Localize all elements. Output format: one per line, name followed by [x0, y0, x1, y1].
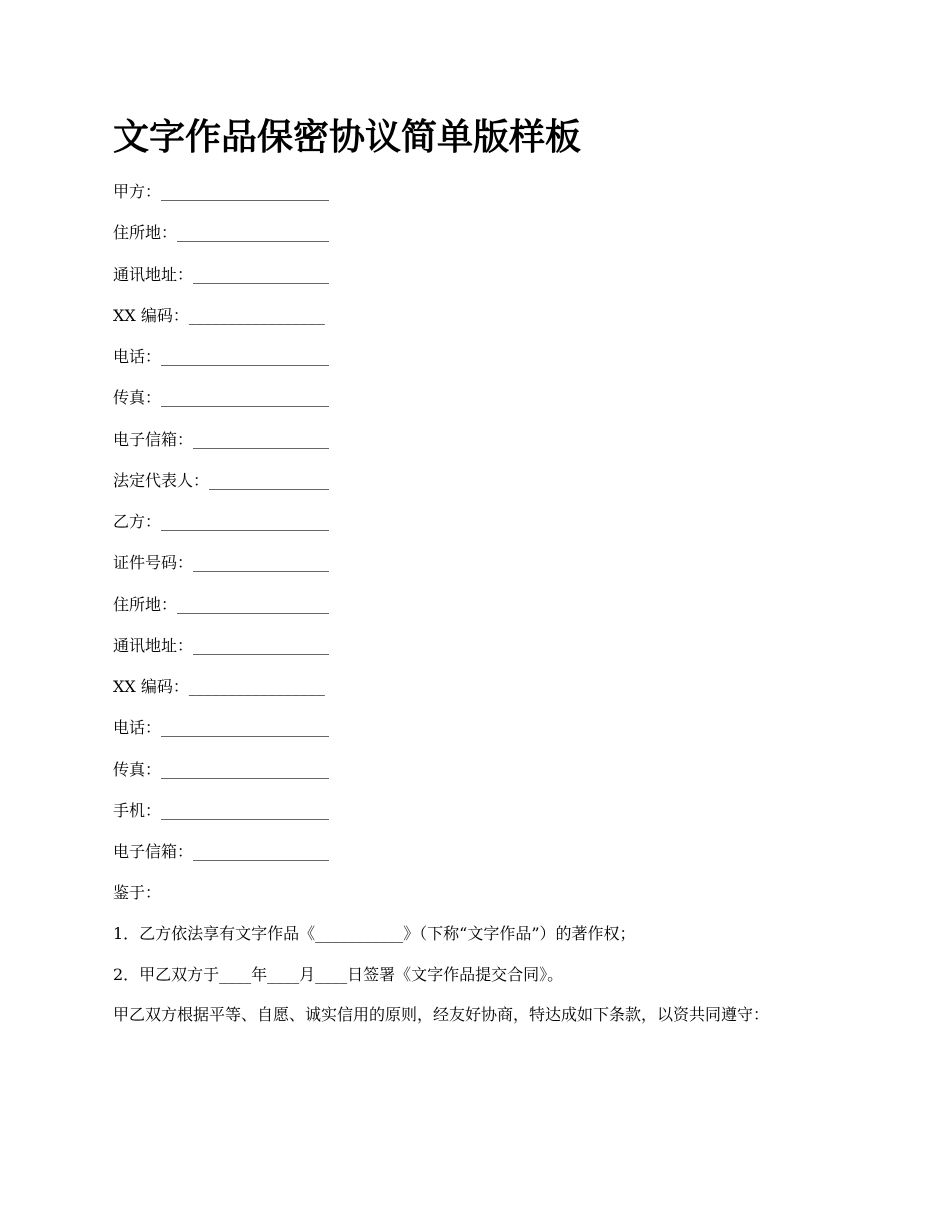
- field-id-number: [113, 549, 853, 590]
- field-label: 手机：: [113, 800, 162, 820]
- field-blank: _____________________: [161, 718, 330, 738]
- field-label: 住所地：: [113, 223, 178, 243]
- field-label: 住所地：: [113, 594, 178, 614]
- field-mailing-address: [113, 632, 853, 673]
- field-party-a: [113, 178, 853, 219]
- field-mobile: [113, 797, 853, 838]
- field-label: XX 编码：: [113, 677, 189, 696]
- field-blank: _____________________: [161, 512, 330, 531]
- field-label: 传真：: [113, 388, 162, 408]
- field-email: [113, 838, 853, 879]
- field-blank: _________________: [193, 553, 330, 573]
- field-blank: _________________: [193, 635, 330, 655]
- field-blank: _____________________: [161, 388, 330, 408]
- party-info-fields: [113, 178, 853, 921]
- field-fax: [113, 756, 853, 797]
- agreement-paragraph: 甲乙双方根据平等、自愿、诚实信用的原则，经友好协商，特达成如下条款，以资共同遵守：: [113, 1005, 770, 1024]
- field-blank: ___________________: [177, 594, 330, 614]
- field-label: XX 编码：: [113, 305, 189, 325]
- clause-2: 2．甲乙双方于____年____月____日签署《文字作品提交合同》。: [113, 965, 564, 984]
- clauses: [113, 920, 843, 1002]
- field-label: 通讯地址：: [113, 264, 194, 284]
- field-label: 电话：: [113, 718, 162, 738]
- clause-1: 1．乙方依法享有文字作品《___________》（下称“文字作品”）的著作权；: [113, 924, 636, 943]
- field-label: 证件号码：: [113, 553, 194, 573]
- field-label: 电子信箱：: [113, 842, 194, 861]
- field-phone: [113, 714, 853, 755]
- field-address: [113, 219, 853, 260]
- field-address: [113, 591, 853, 632]
- field-blank: _________________: [188, 305, 325, 325]
- document-title: 文字作品保密协议简单版样板: [113, 116, 582, 158]
- field-blank: _____________________: [161, 347, 330, 366]
- field-blank: _________________: [193, 842, 330, 861]
- field-label: 甲方：: [113, 182, 162, 201]
- field-label: 法定代表人：: [113, 470, 210, 490]
- field-blank: _________________: [193, 429, 330, 449]
- field-phone: [113, 343, 853, 384]
- field-mailing-address: [113, 261, 853, 302]
- field-postal-code: [113, 673, 853, 714]
- field-blank: _____________________: [161, 182, 330, 201]
- field-blank: _____________________: [161, 800, 330, 820]
- field-email: [113, 426, 853, 467]
- field-party-b: [113, 508, 853, 549]
- whereas-heading: 鉴于：: [113, 883, 162, 903]
- field-label: 乙方：: [113, 512, 162, 531]
- field-blank: _____________________: [161, 759, 330, 779]
- field-blank: _________________: [188, 677, 325, 696]
- field-blank: _______________: [209, 470, 330, 490]
- field-label: 通讯地址：: [113, 635, 194, 655]
- field-postal-code: [113, 302, 853, 343]
- field-legal-representative: [113, 467, 853, 508]
- field-label: 电子信箱：: [113, 429, 194, 449]
- field-label: 传真：: [113, 759, 162, 779]
- field-blank: ___________________: [177, 223, 330, 243]
- field-label: 电话：: [113, 347, 162, 366]
- field-fax: [113, 384, 853, 425]
- field-blank: _________________: [193, 264, 330, 284]
